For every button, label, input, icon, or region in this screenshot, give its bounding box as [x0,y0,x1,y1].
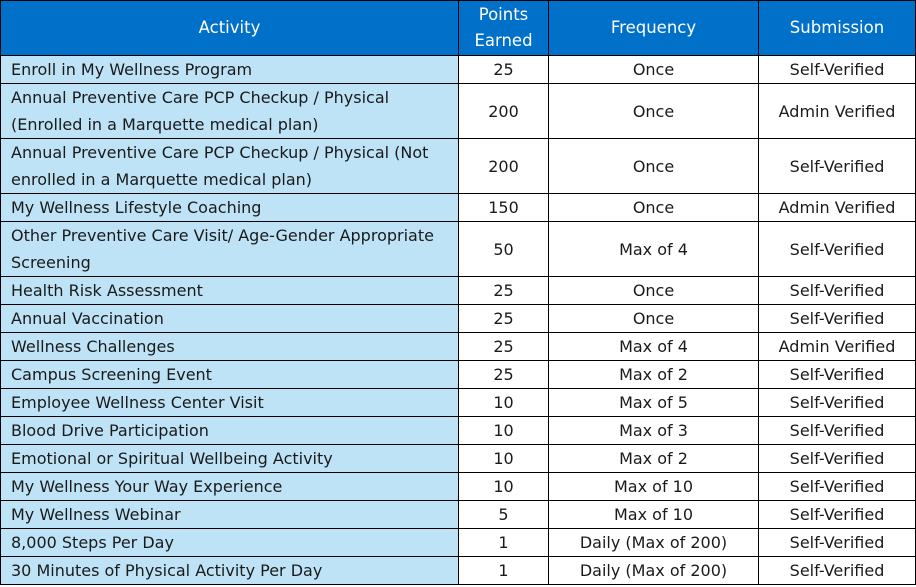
submission-cell: Self-Verified [759,277,916,305]
submission-cell: Self-Verified [759,417,916,445]
frequency-cell: Daily (Max of 200) [549,529,759,557]
points-cell: 1 [459,529,549,557]
submission-cell: Admin Verified [759,84,916,139]
activity-cell: Other Preventive Care Visit/ Age-Gender Appropriate Screening [1,222,459,277]
submission-cell: Self-Verified [759,305,916,333]
activity-cell: Employee Wellness Center Visit [1,389,459,417]
table-row [1,56,916,84]
activity-cell: 30 Minutes of Physical Activity Per Day [1,557,459,585]
table-row [1,194,916,222]
points-cell: 10 [459,445,549,473]
frequency-cell: Max of 2 [549,445,759,473]
submission-cell: Self-Verified [759,529,916,557]
activity-cell: My Wellness Your Way Experience [1,473,459,501]
header-activity: Activity [1,1,459,56]
table-header [1,1,916,56]
header-points-earned: Points Earned [459,1,549,56]
frequency-cell: Max of 3 [549,417,759,445]
frequency-cell: Once [549,277,759,305]
submission-cell: Self-Verified [759,56,916,84]
table-body [1,56,916,585]
frequency-cell: Max of 10 [549,501,759,529]
frequency-cell: Once [549,56,759,84]
points-cell: 25 [459,333,549,361]
frequency-cell: Max of 5 [549,389,759,417]
submission-cell: Admin Verified [759,333,916,361]
frequency-cell: Max of 10 [549,473,759,501]
activity-cell: Annual Preventive Care PCP Checkup / Physical (Enrolled in a Marquette medical plan) [1,84,459,139]
points-cell: 25 [459,305,549,333]
activity-cell: 8,000 Steps Per Day [1,529,459,557]
header-frequency: Frequency [549,1,759,56]
table-row [1,139,916,194]
table-row [1,473,916,501]
submission-cell: Self-Verified [759,445,916,473]
activity-cell: Enroll in My Wellness Program [1,56,459,84]
table-row [1,333,916,361]
header-submission: Submission [759,1,916,56]
points-cell: 25 [459,56,549,84]
activity-cell: Emotional or Spiritual Wellbeing Activity [1,445,459,473]
table-row [1,557,916,585]
submission-cell: Self-Verified [759,361,916,389]
activity-cell: My Wellness Lifestyle Coaching [1,194,459,222]
submission-cell: Self-Verified [759,389,916,417]
activity-cell: My Wellness Webinar [1,501,459,529]
points-cell: 50 [459,222,549,277]
frequency-cell: Once [549,84,759,139]
submission-cell: Self-Verified [759,557,916,585]
points-cell: 10 [459,417,549,445]
points-cell: 150 [459,194,549,222]
frequency-cell: Max of 2 [549,361,759,389]
table-row [1,445,916,473]
points-cell: 200 [459,139,549,194]
frequency-cell: Once [549,194,759,222]
points-cell: 200 [459,84,549,139]
submission-cell: Self-Verified [759,473,916,501]
points-cell: 25 [459,361,549,389]
table-row [1,305,916,333]
points-cell: 5 [459,501,549,529]
points-cell: 1 [459,557,549,585]
table-row [1,361,916,389]
frequency-cell: Once [549,305,759,333]
activity-cell: Blood Drive Participation [1,417,459,445]
header-row [1,1,916,56]
submission-cell: Admin Verified [759,194,916,222]
table-row [1,389,916,417]
submission-cell: Self-Verified [759,222,916,277]
table-row [1,417,916,445]
points-cell: 10 [459,389,549,417]
activity-cell: Wellness Challenges [1,333,459,361]
points-cell: 25 [459,277,549,305]
table-row [1,222,916,277]
points-cell: 10 [459,473,549,501]
frequency-cell: Max of 4 [549,333,759,361]
table-row [1,84,916,139]
submission-cell: Self-Verified [759,501,916,529]
frequency-cell: Once [549,139,759,194]
table-row [1,529,916,557]
activity-cell: Annual Vaccination [1,305,459,333]
activity-cell: Annual Preventive Care PCP Checkup / Physical (Not enrolled in a Marquette medical plan) [1,139,459,194]
table-row [1,501,916,529]
submission-cell: Self-Verified [759,139,916,194]
table-row [1,277,916,305]
frequency-cell: Daily (Max of 200) [549,557,759,585]
frequency-cell: Max of 4 [549,222,759,277]
activity-cell: Campus Screening Event [1,361,459,389]
activity-cell: Health Risk Assessment [1,277,459,305]
